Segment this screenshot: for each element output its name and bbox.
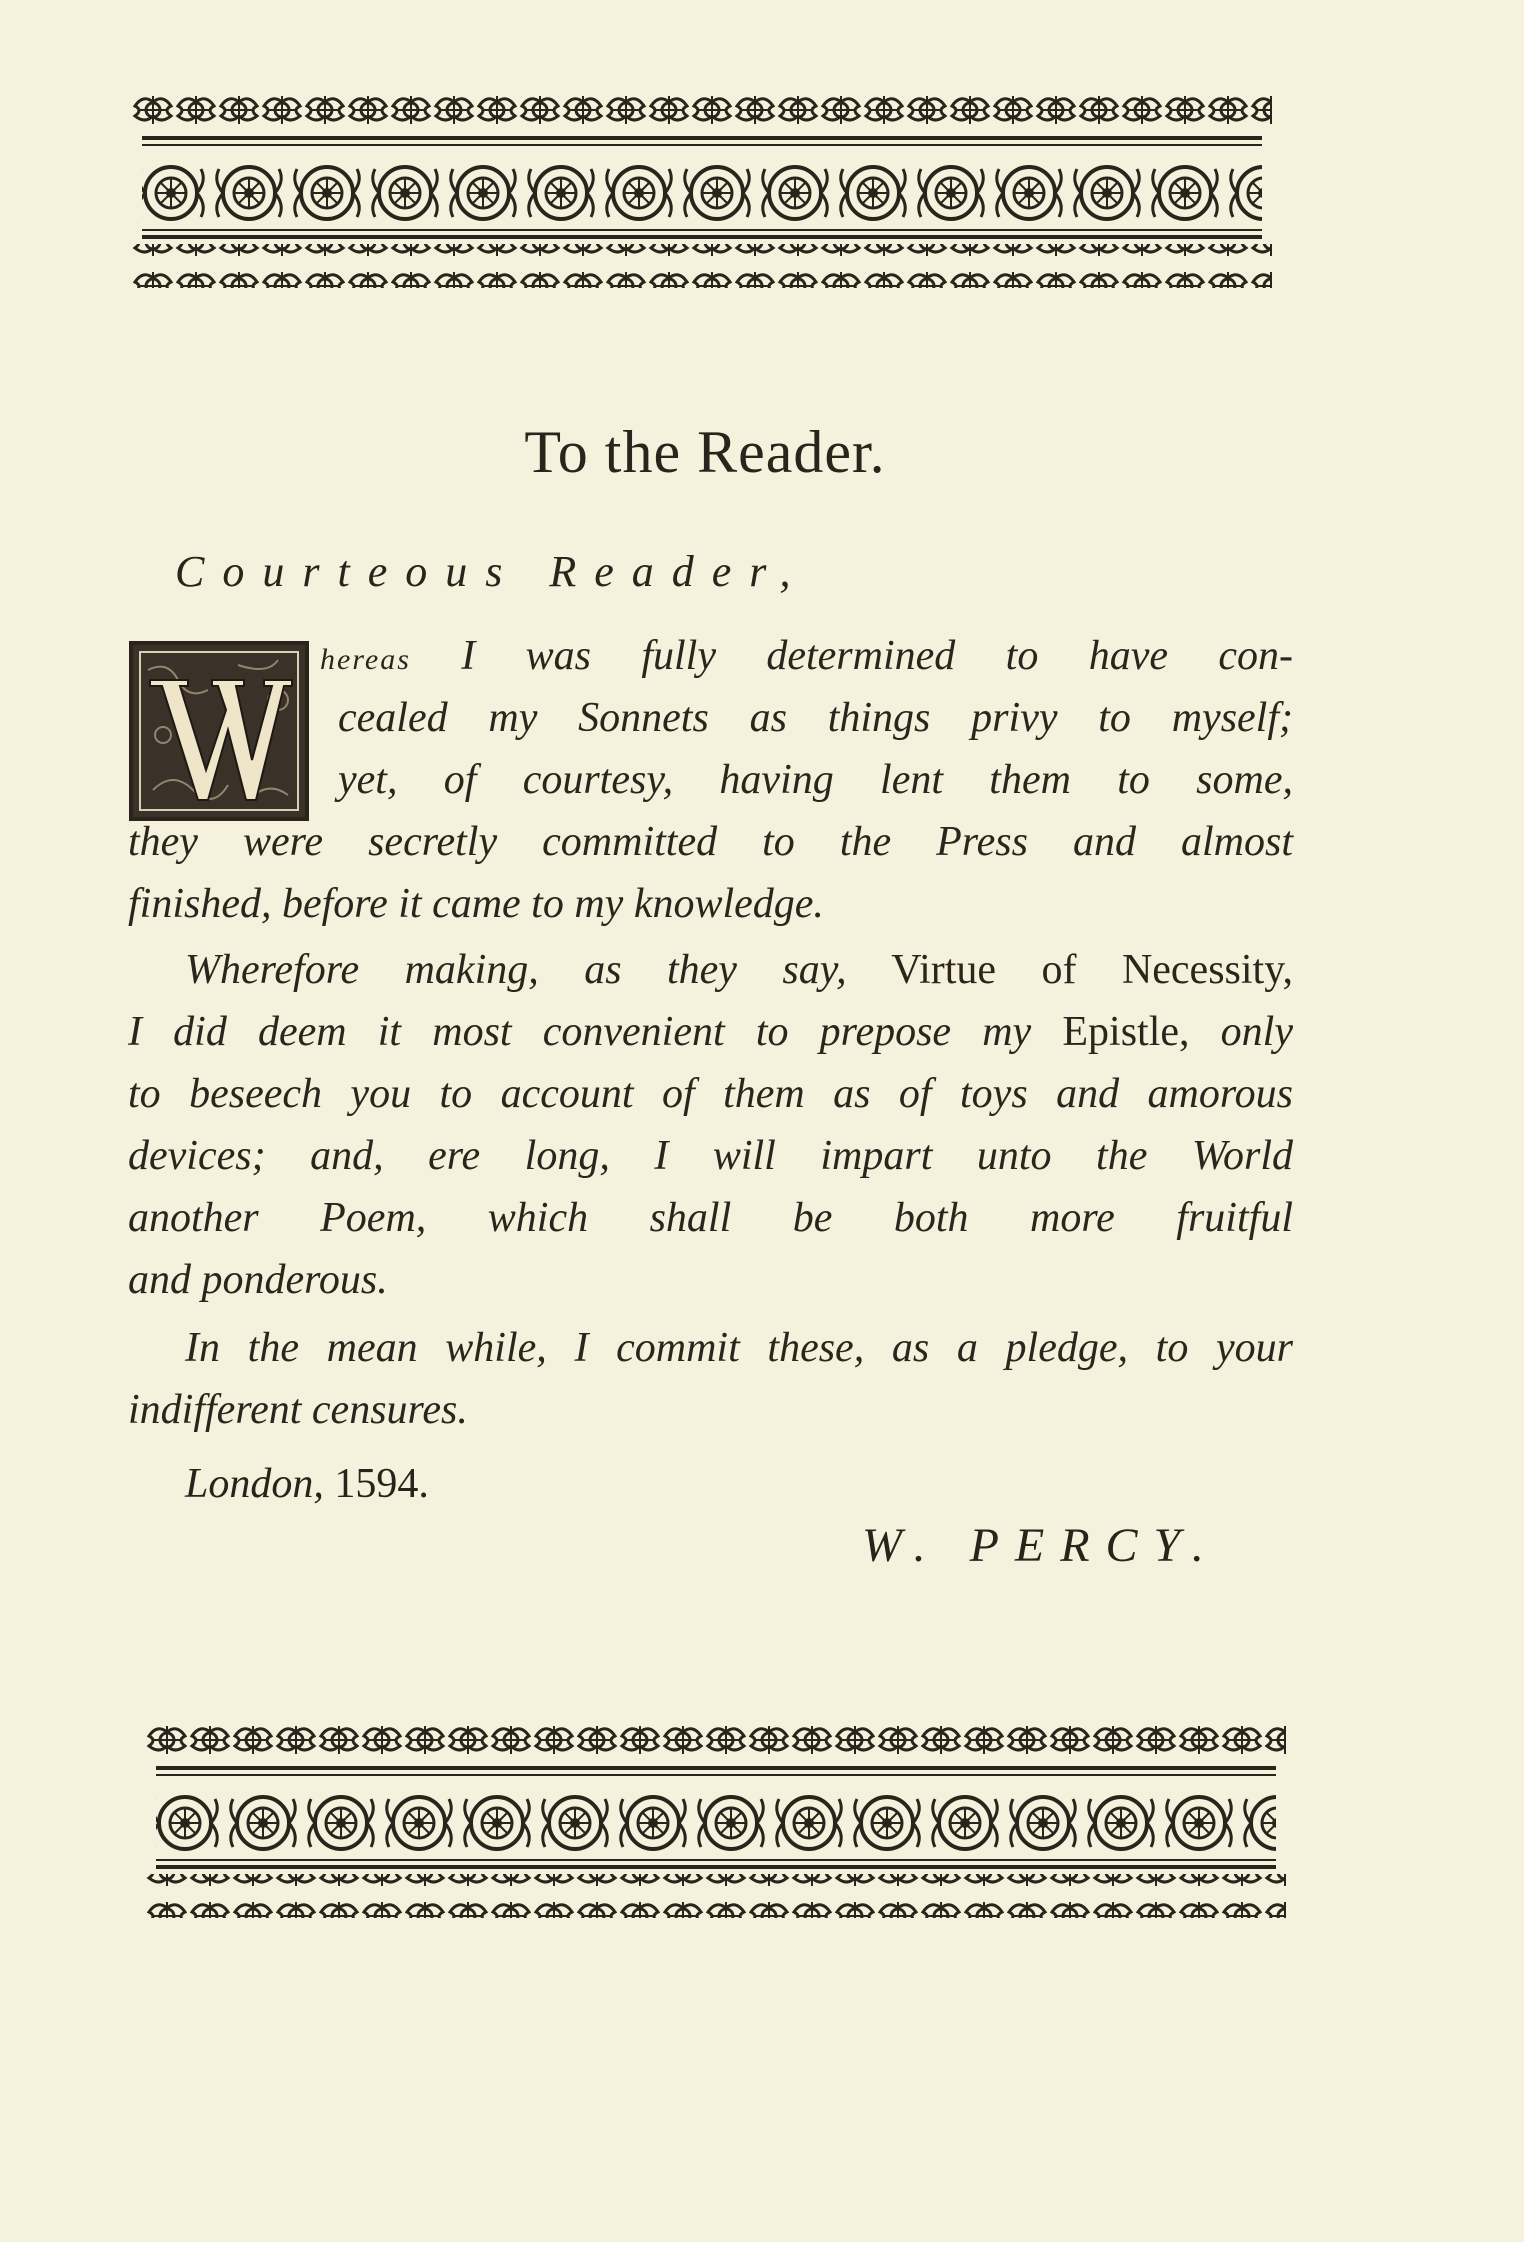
para2-line6: and ponderous. [128, 1257, 388, 1303]
para3-line1: In the mean while, I commit these, as a pledge, to your [185, 1325, 1293, 1371]
para2-line5: another Poem, which shall be both more fruitful [128, 1195, 1293, 1241]
para1-line5: finished, before it came to my knowledge. [128, 881, 824, 927]
para3-line2: indifferent censures. [128, 1387, 468, 1433]
dropcap-letter: W [214, 762, 224, 773]
para2-line1: Wherefore making, as they say, Virtue of Necessity, [185, 947, 1293, 993]
year: 1594. [334, 1461, 429, 1507]
para1-line2: cealed my Sonnets as things privy to myself; [338, 695, 1293, 741]
para1-line3: yet, of courtesy, having lent them to some, [338, 757, 1293, 803]
para2-line4: devices; and, ere long, I will impart unto the World [128, 1133, 1293, 1179]
para1-line1: hereas I was fully determined to have con- [320, 633, 1293, 679]
para2-line3: to beseech you to account of them as of toys and amorous [128, 1071, 1293, 1117]
place: London, [185, 1461, 324, 1507]
bottom-ornament-border [146, 1718, 1286, 1920]
para2-line2: I did deem it most convenient to prepose my Epistle, only [128, 1009, 1293, 1055]
page-title: To the Reader. [524, 419, 886, 485]
para1-line4: they were secretly committed to the Press and almost [128, 819, 1293, 865]
signature: W. PERCY. [862, 1519, 1220, 1572]
top-ornament-border [132, 88, 1272, 290]
salutation: Courteous Reader, [175, 547, 809, 596]
place-and-date [185, 1460, 429, 1508]
dropcap-w-illustration [128, 640, 310, 822]
